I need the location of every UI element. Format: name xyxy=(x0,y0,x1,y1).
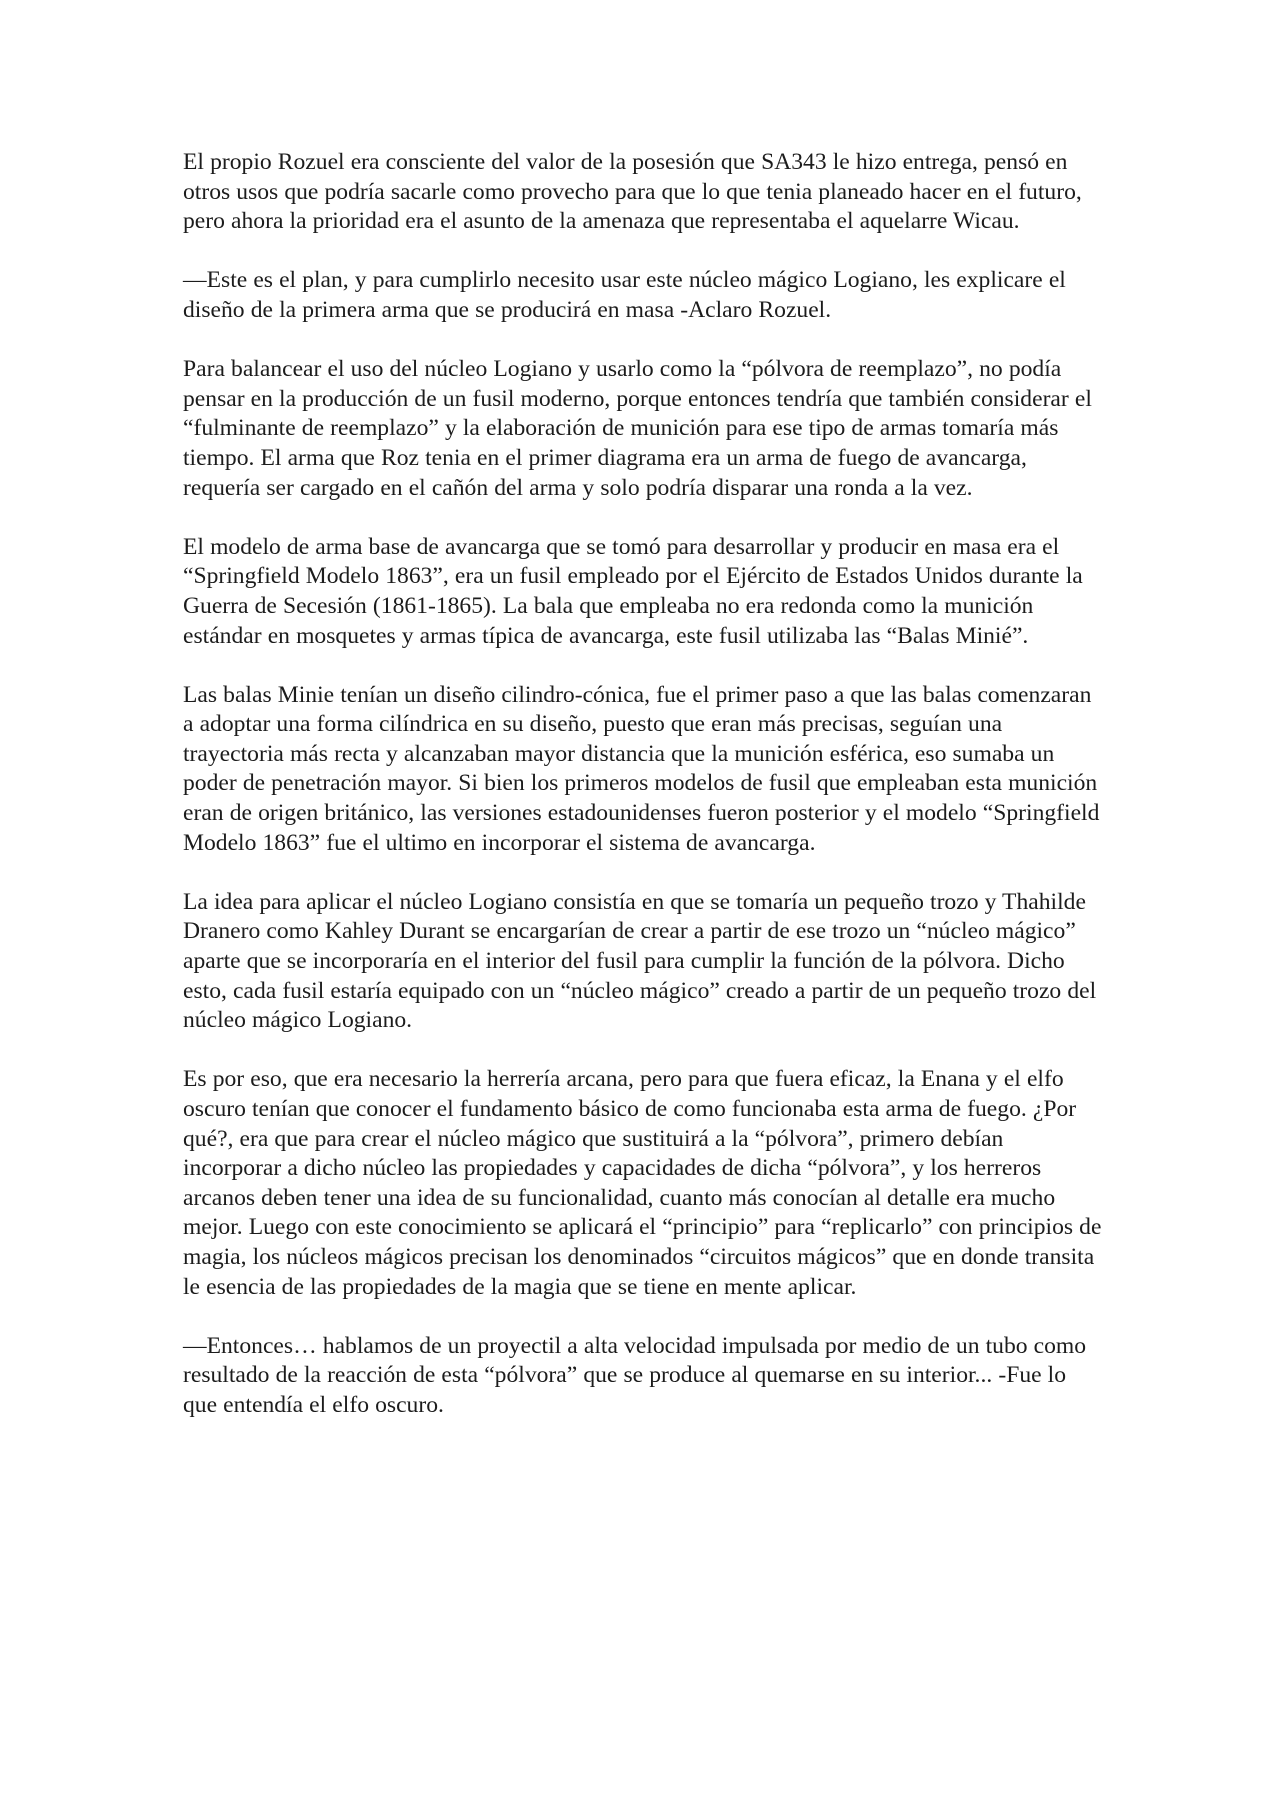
paragraph-1: El propio Rozuel era consciente del valor de la posesión que SA343 le hizo entrega, pensó en otros usos que podría sacarle como provecho para que lo que tenia planeado hacer en el futuro, pero ahora la prioridad era el asunto de la amenaza que representaba el aquelarre Wicau. xyxy=(183,149,1082,235)
document-body xyxy=(183,148,1103,1421)
paragraph-2-dialogue: —Este es el plan, y para cumplirlo necesito usar este núcleo mágico Logiano, les explicare el diseño de la primera arma que se producirá en masa -Aclaro Rozuel. xyxy=(183,267,1066,323)
paragraph-8-dialogue: —Entonces… hablamos de un proyectil a alta velocidad impulsada por medio de un tubo como resultado de la reacción de esta “pólvora” que se produce al quemarse en su interior... -Fue lo que entendía el elfo oscuro. xyxy=(183,1332,1087,1418)
paragraph-5: Las balas Minie tenían un diseño cilindro-cónica, fue el primer paso a que las balas comenzaran a adoptar una forma cilíndrica en su diseño, puesto que eran más precisas, seguían una trayectoria más recta y alcanzaban mayor distancia que la munición esférica, eso sumaba un poder de penetración mayor. Si bien los primeros modelos de fusil que empleaban esta munición eran de origen británico, las versiones estadounidenses fueron posterior y el modelo “Springfield Modelo 1863” fue el ultimo en incorporar el sistema de avancarga. xyxy=(183,681,1100,856)
paragraph-4: El modelo de arma base de avancarga que se tomó para desarrollar y producir en masa era el “Springfield Modelo 1863”, era un fusil empleado por el Ejército de Estados Unidos durante la Guerra de Secesión (1861-1865). La bala que empleaba no era redonda como la munición estándar en mosquetes y armas típica de avancarga, este fusil utilizaba las “Balas Minié”. xyxy=(183,533,1083,649)
paragraph-6: La idea para aplicar el núcleo Logiano consistía en que se tomaría un pequeño trozo y Thahilde Dranero como Kahley Durant se encargarían de crear a partir de ese trozo un “núcleo mágico” aparte que se incorporaría en el interior del fusil para cumplir la función de la pólvora. Dicho esto, cada fusil estaría equipado con un “núcleo mágico” creado a partir de un pequeño trozo del núcleo mágico Logiano. xyxy=(183,888,1097,1034)
paragraph-3: Para balancear el uso del núcleo Logiano y usarlo como la “pólvora de reemplazo”, no podía pensar en la producción de un fusil moderno, porque entonces tendría que también considerar el “fulminante de reemplazo” y la elaboración de munición para ese tipo de armas tomaría más tiempo. El arma que Roz tenia en el primer diagrama era un arma de fuego de avancarga, requería ser cargado en el cañón del arma y solo podría disparar una ronda a la vez. xyxy=(183,356,1092,501)
paragraph-7: Es por eso, que era necesario la herrería arcana, pero para que fuera eficaz, la Enana y el elfo oscuro tenían que conocer el fundamento básico de como funcionaba esta arma de fuego. ¿Por qué?, era que para crear el núcleo mágico que sustituirá a la “pólvora”, primero debían incorporar a dicho núcleo las propiedades y capacidades de dicha “pólvora”, y los herreros arcanos deben tener una idea de su funcionalidad, cuanto más conocían al detalle era mucho mejor. Luego con este conocimiento se aplicará el “principio” para “replicarlo” con principios de magia, los núcleos mágicos precisan los denominados “circuitos mágicos” que en donde transita le esencia de las propiedades de la magia que se tiene en mente aplicar. xyxy=(183,1066,1102,1300)
